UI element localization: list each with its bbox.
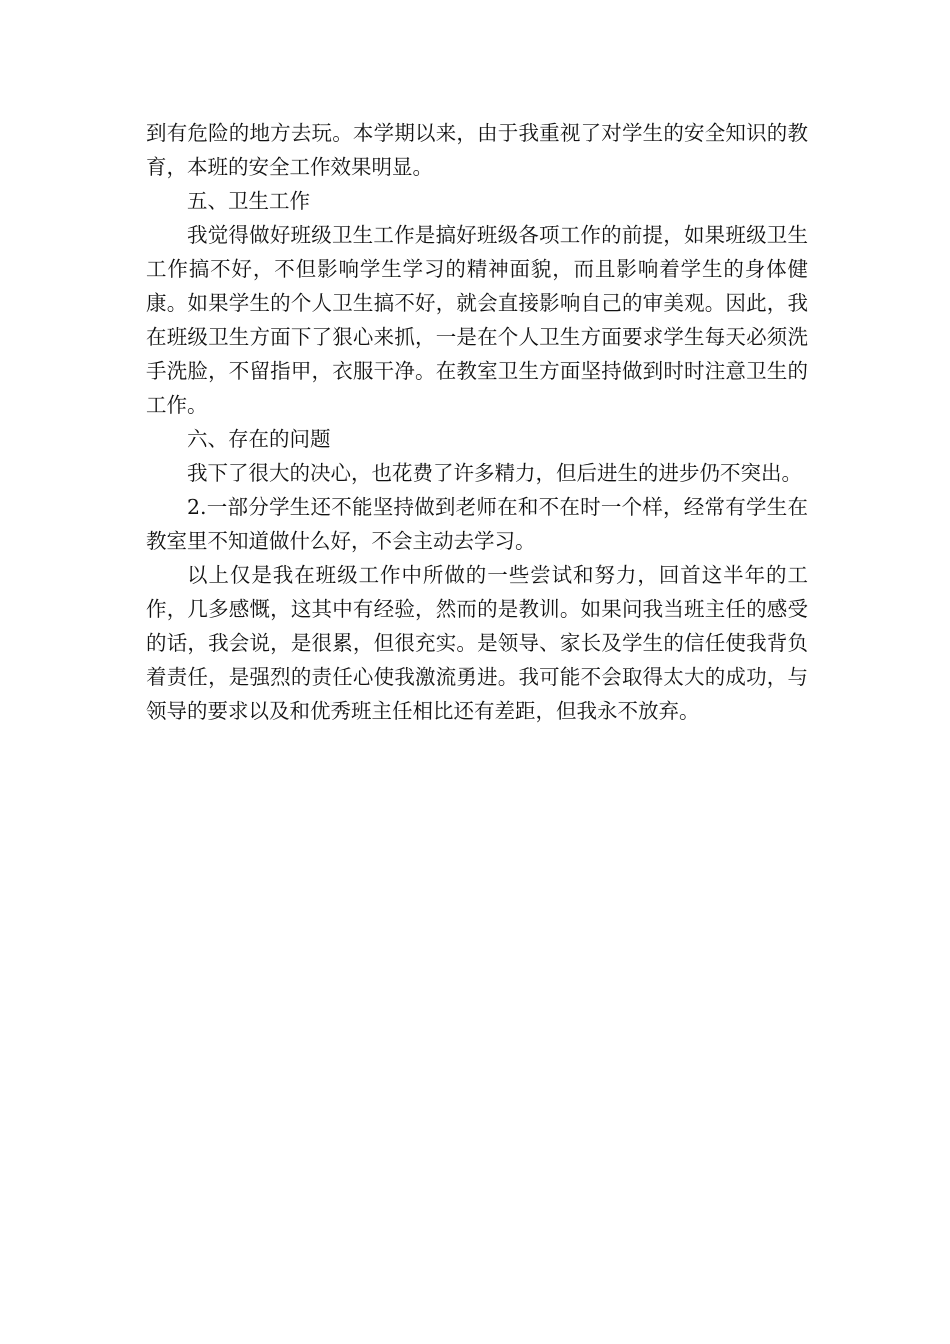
document-body <box>146 116 808 728</box>
section-heading-problems: 六、存在的问题 <box>187 427 331 451</box>
paragraph-problem-2: 2.一部分学生还不能坚持做到老师在和不在时一个样，经常有学生在教室里不知道做什么好，不会主动去学习。 <box>146 495 808 553</box>
paragraph-conclusion: 以上仅是我在班级工作中所做的一些尝试和努力，回首这半年的工作，几多感慨，这其中有经验，然而的是教训。如果问我当班主任的感受的话，我会说，是很累，但很充实。是领导、家长及学生的信任使我背负着责任，是强烈的责任心使我激流勇进。我可能不会取得太大的成功，与领导的要求以及和优秀班主任相比还有差距，但我永不放弃。 <box>146 563 808 723</box>
section-heading-hygiene: 五、卫生工作 <box>187 189 310 213</box>
paragraph-hygiene: 我觉得做好班级卫生工作是搞好班级各项工作的前提，如果班级卫生工作搞不好，不但影响学生学习的精神面貌，而且影响着学生的身体健康。如果学生的个人卫生搞不好，就会直接影响自己的审美观。因此，我在班级卫生方面下了狠心来抓，一是在个人卫生方面要求学生每天必须洗手洗脸，不留指甲，衣服干净。在教室卫生方面坚持做到时时注意卫生的工作。 <box>146 223 808 417</box>
paragraph-continuation: 到有危险的地方去玩。本学期以来，由于我重视了对学生的安全知识的教育，本班的安全工作效果明显。 <box>146 121 808 179</box>
paragraph-problem-1: 我下了很大的决心，也花费了许多精力，但后进生的进步仍不突出。 <box>187 461 802 485</box>
